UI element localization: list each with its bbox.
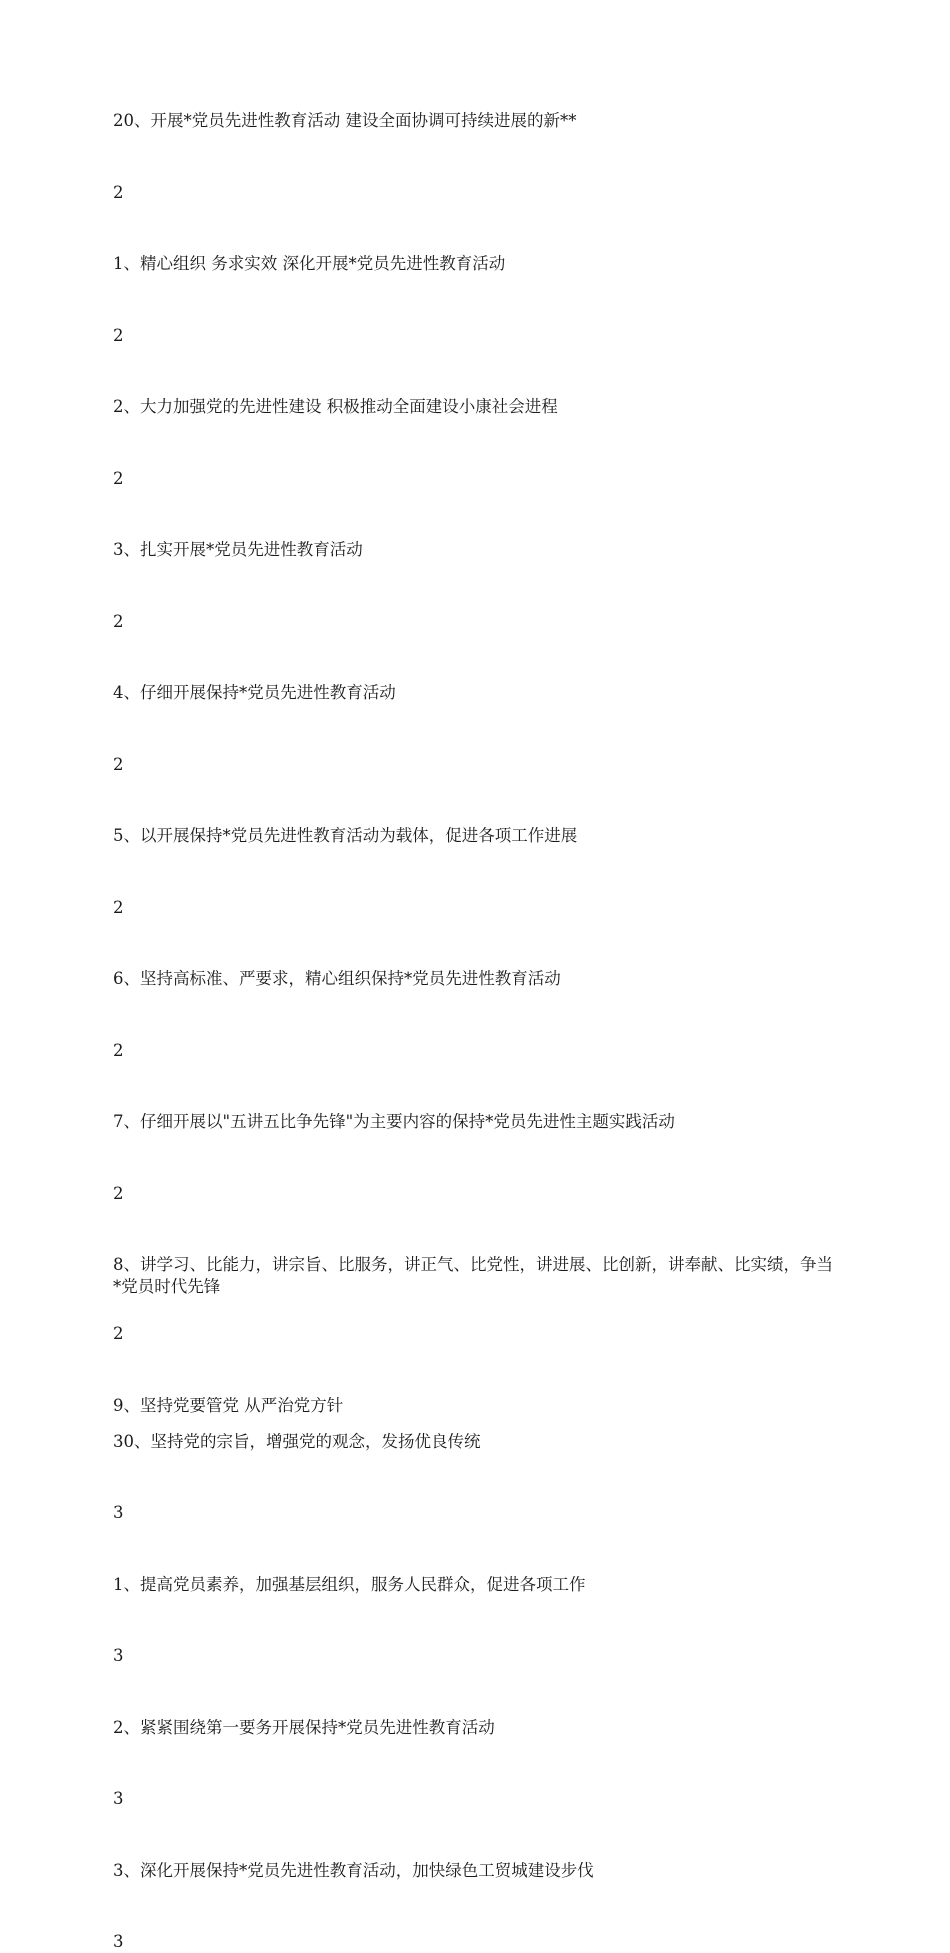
page-number-line: 2 (113, 1324, 124, 1343)
heading-line: 4、仔细开展保持*党员先进性教育活动 (113, 683, 396, 702)
page-number-line: 2 (113, 897, 124, 917)
heading-line: 2、大力加强党的先进性建设 积极推动全面建设小康社会进程 (113, 397, 558, 416)
page-number-line: 2 (113, 611, 124, 631)
page-number-line: 2 (113, 325, 124, 345)
page-number-line: 3 (113, 1646, 124, 1665)
page-number-line: 3 (113, 1503, 124, 1522)
heading-line-30: 30、坚持党的宗旨，增强党的观念，发扬优良传统 (113, 1431, 481, 1451)
heading-line-wrapped: 8、讲学习、比能力，讲宗旨、比服务，讲正气、比党性，讲进展、比创新，讲奉献、比实绩，争当*党员时代先锋 (113, 1255, 833, 1296)
page-number-line: 3 (113, 1932, 124, 1951)
heading-line: 9、坚持党要管党 从严治党方针 (113, 1395, 344, 1415)
heading-line: 7、仔细开展以"五讲五比争先锋"为主要内容的保持*党员先进性主题实践活动 (113, 1112, 675, 1131)
heading-line: 2、紧紧围绕第一要务开展保持*党员先进性教育活动 (113, 1717, 495, 1737)
heading-line: 1、提高党员素养，加强基层组织，服务人民群众，促进各项工作 (113, 1574, 586, 1594)
page-number-line: 2 (113, 754, 124, 774)
heading-line: 3、深化开展保持*党员先进性教育活动，加快绿色工贸城建设步伐 (113, 1860, 594, 1880)
heading-line: 3、扎实开展*党员先进性教育活动 (113, 540, 363, 559)
page-number-line: 2 (113, 1040, 124, 1060)
heading-line-20: 20、开展*党员先进性教育活动 建设全面协调可持续进展的新** (113, 111, 577, 130)
page-number-line: 2 (113, 182, 124, 202)
page-number-line: 3 (113, 1789, 124, 1808)
heading-line: 6、坚持高标准、严要求，精心组织保持*党员先进性教育活动 (113, 969, 561, 988)
page-number-line: 2 (113, 1183, 124, 1203)
document-body (113, 110, 837, 1953)
heading-line: 1、精心组织 务求实效 深化开展*党员先进性教育活动 (113, 254, 506, 273)
page-number-line: 2 (113, 468, 124, 488)
heading-line: 5、以开展保持*党员先进性教育活动为载体，促进各项工作进展 (113, 826, 578, 845)
